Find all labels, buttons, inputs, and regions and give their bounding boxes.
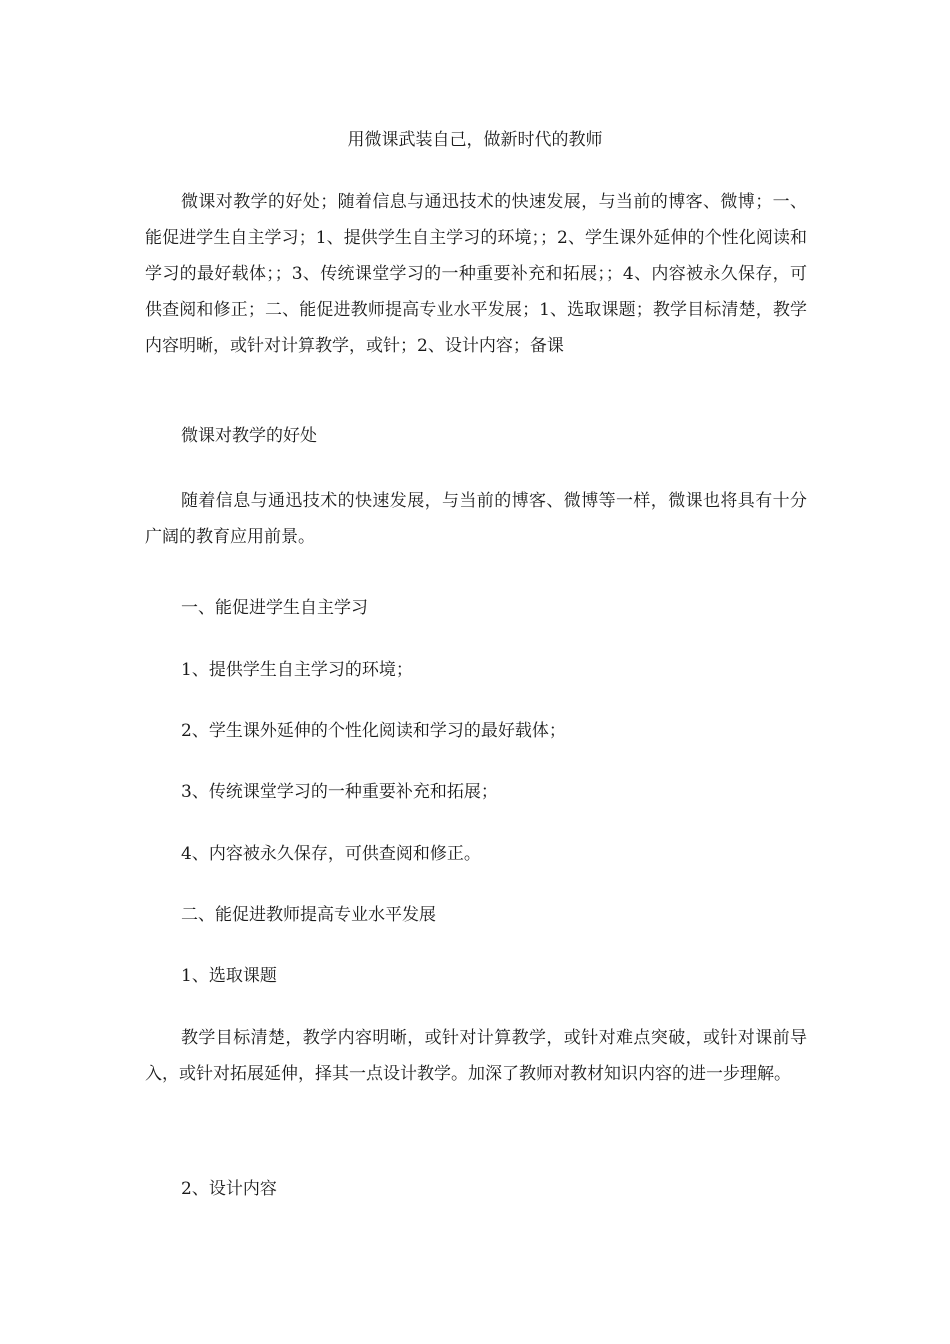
section1-item: 4、内容被永久保存，可供查阅和修正。: [181, 844, 481, 864]
step1-heading: 1、选取课题: [181, 966, 277, 986]
document-title: 用微课武装自己，做新时代的教师: [347, 130, 603, 150]
section2-heading: 二、能促进教师提高专业水平发展: [181, 905, 436, 925]
intro-paragraph: 随着信息与通迅技术的快速发展，与当前的博客、微博等一样，微课也将具有十分广阔的教育应用前景。: [145, 491, 807, 547]
subtitle-paragraph: 微课对教学的好处: [181, 426, 317, 446]
section1-heading: 一、能促进学生自主学习: [181, 598, 368, 618]
section1-item: 3、传统课堂学习的一种重要补充和拓展；: [181, 782, 498, 802]
section1-item: 2、学生课外延伸的个性化阅读和学习的最好载体；: [181, 721, 566, 741]
summary-paragraph: 微课对教学的好处；随着信息与通迅技术的快速发展，与当前的博客、微博；一、能促进学生自主学习；1、提供学生自主学习的环境；；2、学生课外延伸的个性化阅读和学习的最好载体；；3、传统课堂学习的一种重要补充和拓展；；4、内容被永久保存，可供查阅和修正；二、能促进教师提高专业水平发展；1、选取课题；教学目标清楚，教学内容明晰，或针对计算教学，或针；2、设计内容；备课: [145, 192, 807, 356]
step1-body-paragraph: 教学目标清楚，教学内容明晰，或针对计算教学，或针对难点突破，或针对课前导入，或针对拓展延伸，择其一点设计教学。加深了教师对教材知识内容的进一步理解。: [145, 1028, 807, 1084]
section1-item: 1、提供学生自主学习的环境；: [181, 660, 413, 680]
step2-heading: 2、设计内容: [181, 1179, 277, 1199]
